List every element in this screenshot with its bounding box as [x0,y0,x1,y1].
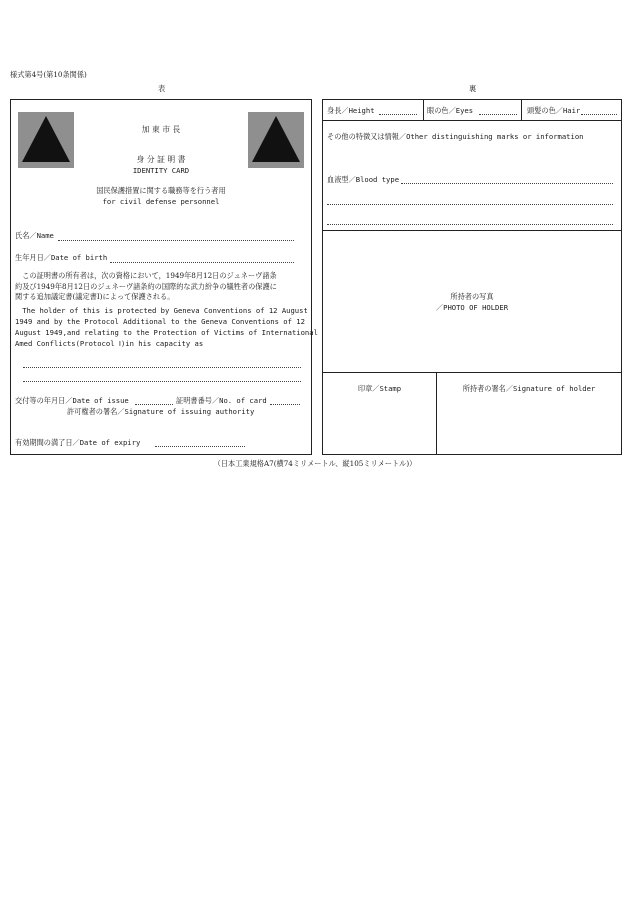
expiry-field[interactable] [155,446,245,447]
height-label: 身長／Height [327,106,375,115]
footer-note: （日本工業規格A7(横74ミリメートル、縦105ミリメートル)） [213,459,417,468]
card-title-en: IDENTITY CARD [132,166,190,175]
height-field[interactable] [379,114,417,115]
expiry-label: 有効期間の満了日／Date of expiry [15,438,141,447]
divider [323,120,621,121]
divider [423,100,424,120]
blood-type-field[interactable] [401,183,613,184]
divider [521,100,522,120]
name-field[interactable] [58,240,294,241]
card-title-jp: 身 分 証 明 書 [136,155,186,164]
civil-defense-emblem-left [18,112,74,168]
statement-jp [15,271,277,303]
civil-defense-emblem-right [248,112,304,168]
front-label: 表 [158,84,166,93]
capacity-field-2[interactable] [23,381,301,382]
notes-field-1[interactable] [327,204,613,205]
dob-label: 生年月日／Date of birth [15,253,108,262]
back-panel [322,99,622,455]
dob-field[interactable] [110,262,294,263]
statement-en-line: Amed Conflicts(Protocol Ⅰ)in his capacity as [15,339,204,348]
issue-date-label: 交付等の年月日／Date of issue [15,396,129,405]
holder-signature-label: 所持者の署名／Signature of holder [462,384,596,393]
hair-label: 頭髪の色／Hair [527,106,581,115]
statement-en-line: 1949 and by the Protocol Additional to the Geneva Conventions of 12 [15,317,305,326]
back-label: 裏 [469,84,477,93]
statement-jp-line: 関する追加議定書(議定書I)によって保護される。 [15,292,175,301]
photo-label-jp: 所持者の写真 [450,292,494,301]
form-label: 様式第4号(第10条関係) [10,70,87,79]
eyes-field[interactable] [479,114,517,115]
issuer-title: 加 東 市 長 [141,125,181,134]
capacity-field-1[interactable] [23,367,301,368]
eyes-label: 眼の色／Eyes [427,106,474,115]
name-label: 氏名／Name [15,231,54,240]
hair-field[interactable] [581,114,617,115]
stamp-label: 印章／Stamp [357,384,402,393]
photo-label-en: ／PHOTO OF HOLDER [435,303,509,312]
notes-field-2[interactable] [327,224,613,225]
statement-jp-line: 約及び1949年8月12日のジュネーヴ諸条約の国際的な武力紛争の犠牲者の保護に [15,281,277,291]
blood-type-label: 血液型／Blood type [327,175,400,184]
card-number-label: 証明書番号／No. of card [176,396,267,405]
issue-date-field[interactable] [135,404,173,405]
authority-signature-label: 許可権者の署名／Signature of issuing authority [67,407,255,416]
statement-en [15,305,318,349]
statement-jp-line: この証明書の所有者は，次の資格において，1949年8月12日のジュネーヴ諸条 [15,271,277,280]
divider [323,372,621,373]
divider [323,230,621,231]
subtitle-en: for civil defense personnel [102,197,220,206]
subtitle-jp: 国民保護措置に関する職務等を行う者用 [96,186,226,195]
front-panel [10,99,318,455]
statement-en-line: The holder of this is protected by Geneva Conventions of 12 August [15,306,308,315]
civil-defense-triangle-icon [18,112,74,168]
card-number-field[interactable] [270,404,300,405]
civil-defense-triangle-icon [248,112,304,168]
distinguishing-marks-label: その他の特徴又は情報／Other distinguishing marks or information [327,132,584,141]
statement-en-line: August 1949,and relating to the Protection of Victims of International [15,328,318,337]
